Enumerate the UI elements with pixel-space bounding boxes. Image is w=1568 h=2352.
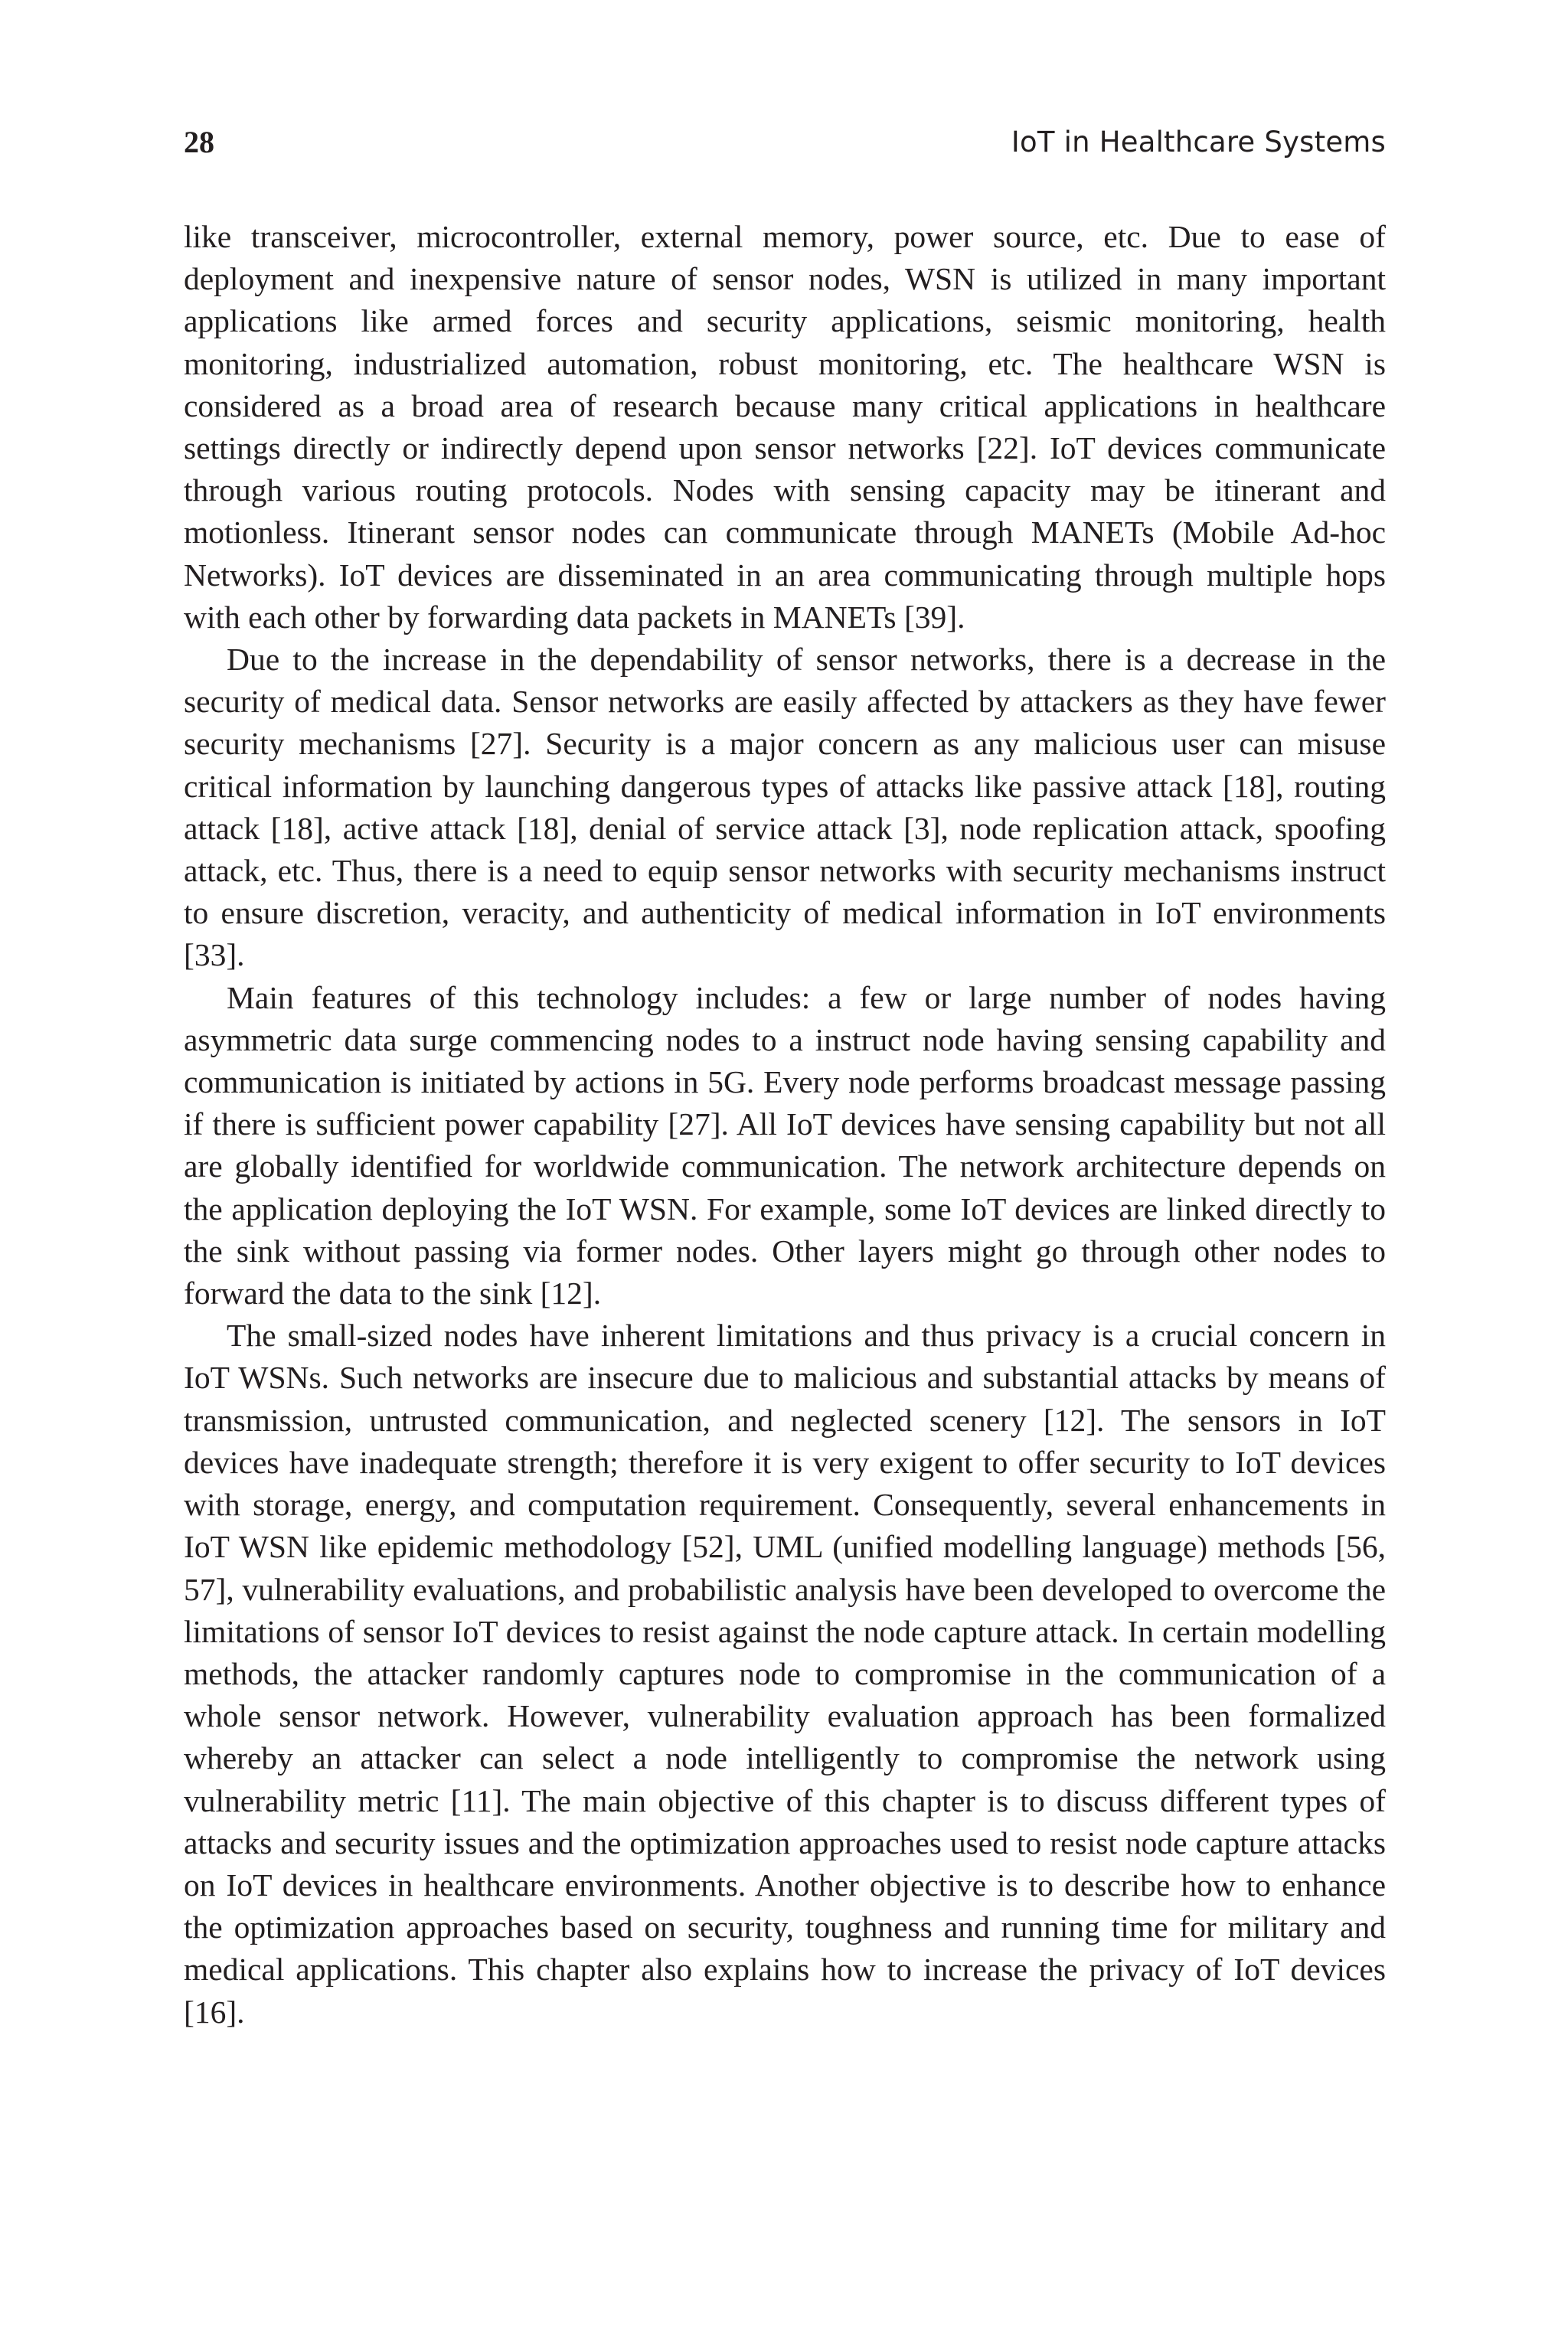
page-number: 28 [184,125,214,159]
paragraph-4: The small-sized nodes have inherent limitations and thus privacy is a crucial concern in IoT WSNs. Such networks are insecure due to malicious and substantial attacks by means of transmission, untrusted communication, and neglected scenery [12]. The sensors in IoT devices have inadequate strength; therefore it is very exigent to offer security to IoT devices with storage, energy, and computation requirement. Consequently, several enhancements in IoT WSN like epidemic methodology [52], UML (unified modelling language) methods [56, 57], vulnerability evaluations, and probabilistic analysis have been developed to overcome the limitations of sensor IoT devices to resist against the node capture attack. In certain modelling methods, the attacker randomly captures node to compromise in the communication of a whole sensor network. However, vulnerability evaluation approach has been formalized whereby an attacker can select a node intelligently to compromise the network using vulnerability metric [11]. The main objective of this chapter is to discuss different types of attacks and security issues and the optimization approaches used to resist node capture attacks on IoT devices in healthcare environments. Another objective is to describe how to enhance the optimization approaches based on security, toughness and running time for military and medical applications. This chapter also explains how to increase the privacy of IoT devices [16]. [184,1318,1386,2030]
body-text [184,216,1386,2034]
page-header [184,121,1386,164]
paragraph-2: Due to the increase in the dependability of sensor networks, there is a decrease in the security of medical data. Sensor networks are easily affected by attackers as they have fewer security mechanisms [27]. Security is a major concern as any malicious user can misuse critical information by launching dangerous types of attacks like passive attack [18], routing attack [18], active attack [18], denial of service attack [3], node replication attack, spoofing attack, etc. Thus, there is a need to equip sensor networks with security mechanisms instruct to ensure discretion, veracity, and authenticity of medical information in IoT environments [33]. [184,642,1386,973]
paragraph-3: Main features of this technology includes: a few or large number of nodes having asymmetric data surge commencing nodes to a instruct node having sensing capability and communication is initiated by actions in 5G. Every node performs broadcast message passing if there is sufficient power capability [27]. All IoT devices have sensing capability but not all are globally identified for worldwide communication. The network architecture depends on the application deploying the IoT WSN. For example, some IoT devices are linked directly to the sink without passing via former nodes. Other layers might go through other nodes to forward the data to the sink [12]. [184,979,1386,1312]
paragraph-1: like transceiver, microcontroller, external memory, power source, etc. Due to ease of deployment and inexpensive nature of sensor nodes, WSN is utilized in many important applications like armed forces and security applications, seismic monitoring, health monitoring, industrialized automation, robust monitoring, etc. The healthcare WSN is considered as a broad area of research because many critical applications in healthcare settings directly or indirectly depend upon sensor networks [22]. IoT devices communicate through various routing protocols. Nodes with sensing capacity may be itinerant and motionless. Itinerant sensor nodes can communicate through MANETs (Mobile Ad-hoc Networks). IoT devices are disseminated in an area communicating through multiple hops with each other by forwarding data packets in MANETs [39]. [184,219,1386,635]
running-title: IoT in Healthcare Systems [1011,126,1386,158]
